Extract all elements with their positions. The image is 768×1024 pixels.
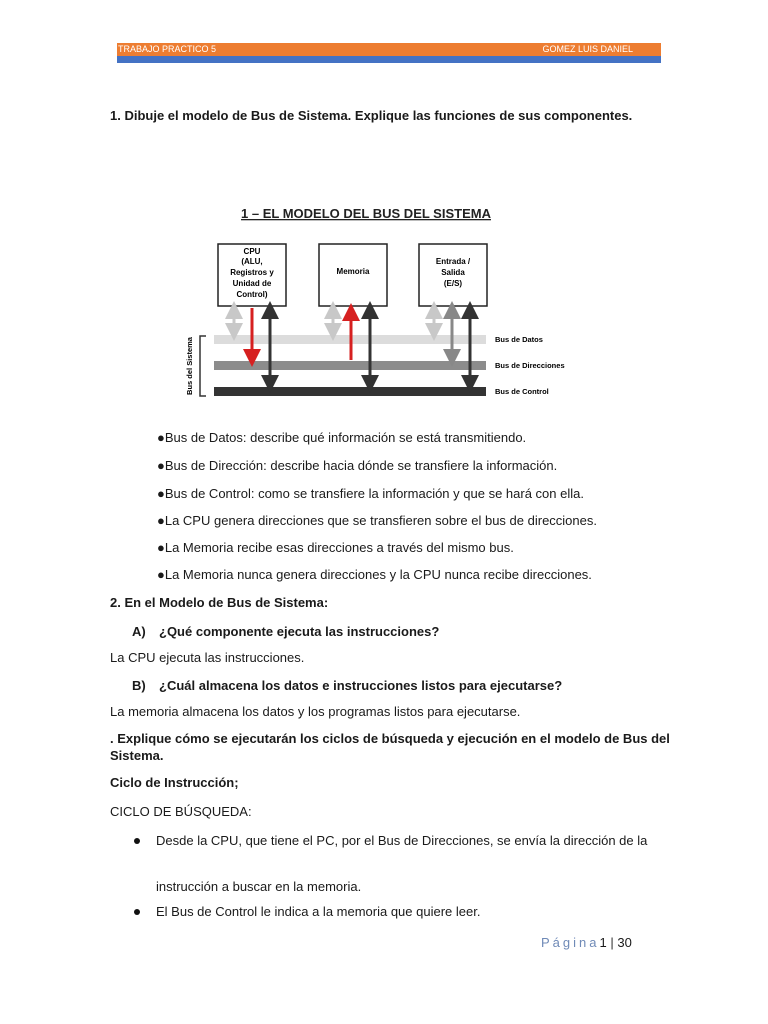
question-a-label: A) <box>132 624 146 639</box>
bus-direcciones-line <box>214 361 486 370</box>
bus-sistema-label: Bus del Sistema <box>185 337 194 395</box>
bus-control-line <box>214 387 486 396</box>
bullet-bus-direccion: ●Bus de Dirección: describe hacia dónde se transfiere la información. <box>157 458 558 473</box>
ciclo-instruccion-heading: Ciclo de Instrucción; <box>110 775 239 790</box>
question-3-line-1: . Explique cómo se ejecutarán los ciclos de búsqueda y ejecución en el modelo de Bus del <box>110 731 670 746</box>
bullet-bus-datos: ●Bus de Datos: describe qué información se está transmitiendo. <box>157 430 527 445</box>
question-a: ¿Qué componente ejecuta las instrucciones? <box>159 624 440 639</box>
question-2: 2. En el Modelo de Bus de Sistema: <box>110 595 329 610</box>
answer-a: La CPU ejecuta las instrucciones. <box>110 650 305 665</box>
bus-datos-label: Bus de Datos <box>495 335 543 344</box>
memoria-label: Memoria <box>336 267 370 276</box>
header-author: GOMEZ LUIS DANIEL <box>542 44 633 54</box>
cpu-label-2: (ALU, <box>241 257 263 266</box>
busqueda-step-1-line-1: Desde la CPU, que tiene el PC, por el Bus de Direcciones, se envía la dirección de la <box>156 833 648 848</box>
question-3-line-2: Sistema. <box>110 748 164 763</box>
diagram-title: 1 – EL MODELO DEL BUS DEL SISTEMA <box>241 206 491 221</box>
bullet-dot <box>134 909 140 915</box>
bus-control-label: Bus de Control <box>495 387 549 396</box>
es-label-2: Salida <box>441 268 465 277</box>
header-title: TRABAJO PRACTICO 5 <box>118 44 217 54</box>
cpu-label-5: Control) <box>236 290 268 299</box>
header-bar <box>117 43 661 56</box>
bullet-memoria-nunca: ●La Memoria nunca genera direcciones y la CPU nunca recibe direcciones. <box>157 567 592 582</box>
question-b-label: B) <box>132 678 146 693</box>
bus-system-diagram <box>180 200 580 410</box>
footer-pagina-label: Página <box>541 935 600 950</box>
footer-separator: | <box>610 935 614 950</box>
bus-direcciones-label: Bus de Direcciones <box>495 361 565 370</box>
bullet-cpu-direcciones: ●La CPU genera direcciones que se transfieren sobre el bus de direcciones. <box>157 513 597 528</box>
footer-page-number: 1 <box>599 935 607 950</box>
cpu-label-1: CPU <box>243 247 261 256</box>
header-accent-bar <box>117 56 661 63</box>
ciclo-busqueda-heading: CICLO DE BÚSQUEDA: <box>110 804 252 819</box>
question-b: ¿Cuál almacena los datos e instrucciones listos para ejecutarse? <box>159 678 563 693</box>
busqueda-step-2: El Bus de Control le indica a la memoria que quiere leer. <box>156 904 481 919</box>
es-label-1: Entrada / <box>435 257 471 266</box>
bullet-dot <box>134 838 140 844</box>
answer-b: La memoria almacena los datos y los programas listos para ejecutarse. <box>110 704 521 719</box>
bullet-memoria-recibe: ●La Memoria recibe esas direcciones a través del mismo bus. <box>157 540 514 555</box>
page-footer <box>541 935 632 951</box>
bus-sistema-bracket <box>200 336 206 396</box>
question-1: 1. Dibuje el modelo de Bus de Sistema. Explique las funciones de sus componentes. <box>110 108 633 123</box>
es-label-3: (E/S) <box>443 279 463 288</box>
busqueda-step-1-line-2: instrucción a buscar en la memoria. <box>156 879 362 894</box>
footer-total-pages: 30 <box>617 935 632 950</box>
cpu-label-4: Unidad de <box>232 279 272 288</box>
bullet-bus-control: ●Bus de Control: como se transfiere la información y que se hará con ella. <box>157 486 584 501</box>
cpu-label-3: Registros y <box>230 268 274 277</box>
